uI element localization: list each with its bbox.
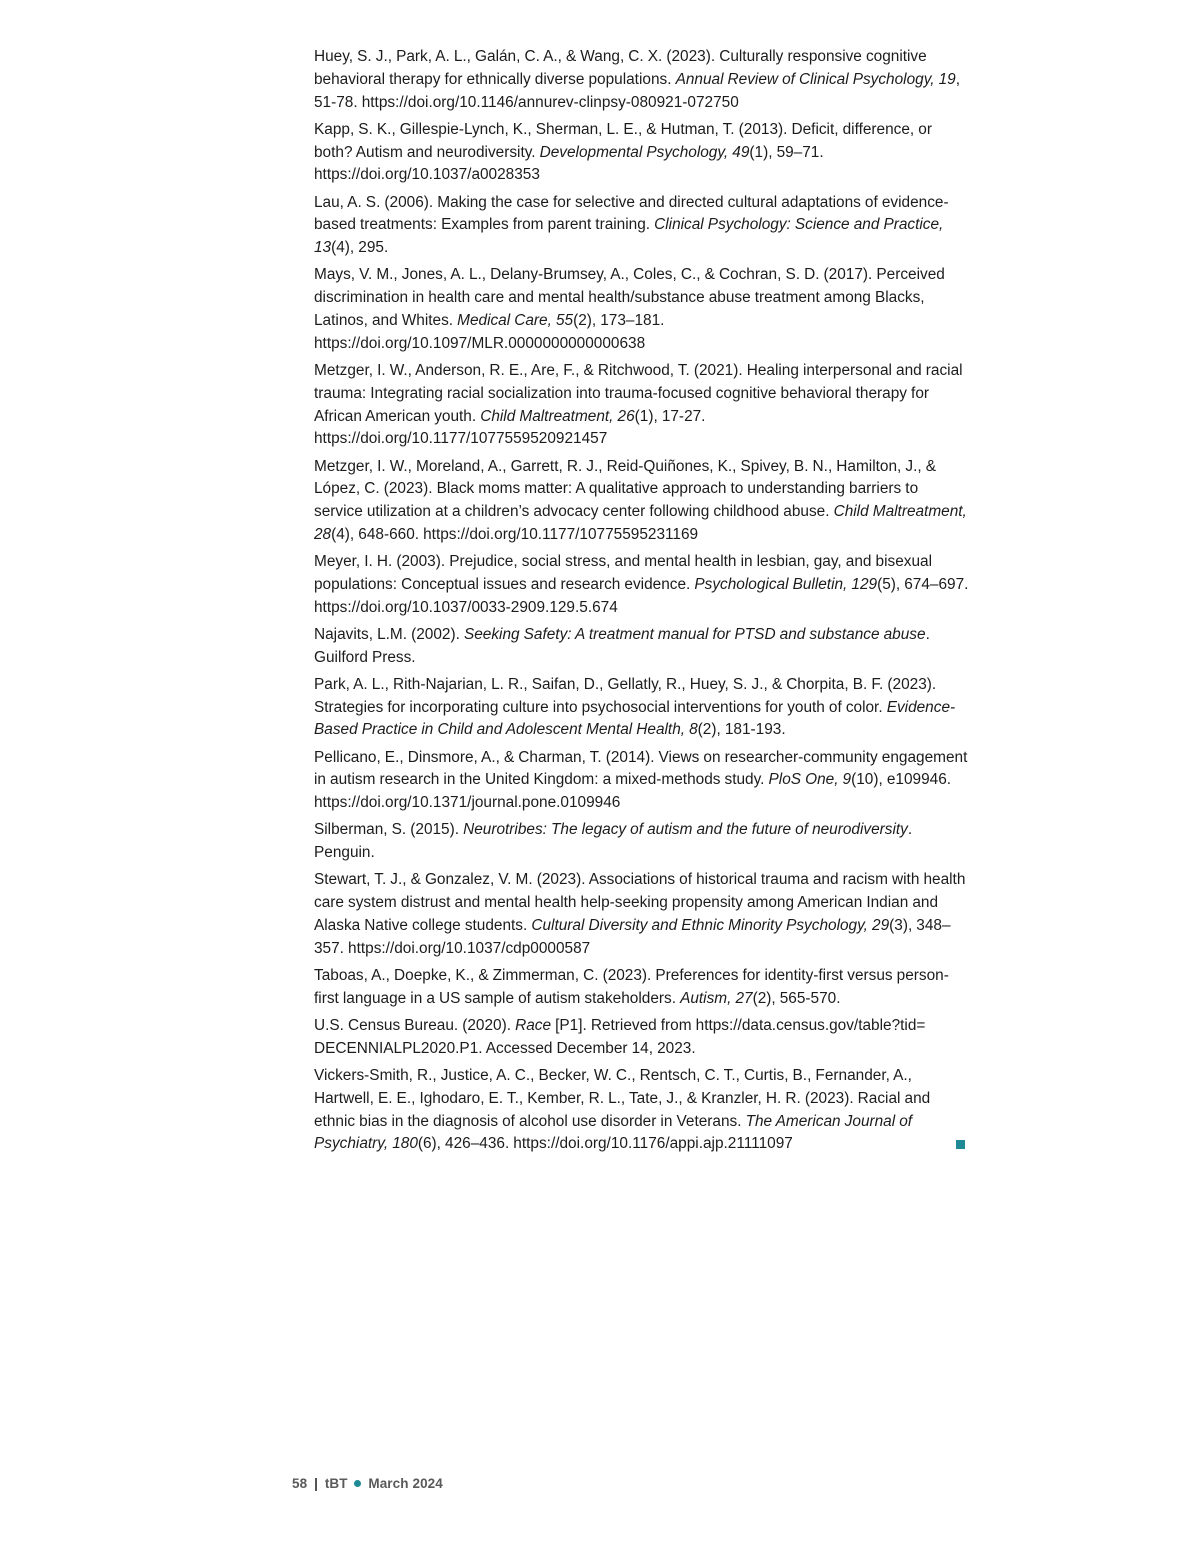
reference-source-title: Child Maltreatment, 28 bbox=[314, 503, 967, 543]
bullet-dot-icon bbox=[354, 1480, 361, 1487]
page-number: 58 bbox=[292, 1476, 308, 1491]
reference-source-title: Clinical Psychology: Science and Practice, 13 bbox=[314, 216, 944, 257]
reference-text: Kapp, S. K., Gillespie-Lynch, K., Sherman, L. E., & Hutman, T. (2013). Deficit, difference, or both? Autism and neurodiversity. bbox=[314, 120, 932, 161]
reference-entry bbox=[314, 1065, 970, 1156]
reference-text: Huey, S. J., Park, A. L., Galán, C. A., & Wang, C. X. (2023). Culturally responsive cognitive behavioral therapy for ethnically diverse populations. bbox=[314, 48, 927, 88]
footer-separator: | bbox=[314, 1476, 318, 1491]
reference-source-title: Seeking Safety: A treatment manual for PTSD and substance abuse bbox=[463, 625, 926, 643]
reference-text: Mays, V. M., Jones, A. L., Delany-Brumsey, A., Coles, C., & Cochran, S. D. (2017). Perceived discrimination in health care and mental health/substance abuse treatment among Blacks, Latinos, and Whites. bbox=[314, 266, 945, 329]
reference-text: (2), 181-193. bbox=[697, 721, 786, 739]
reference-text: Vickers-Smith, R., Justice, A. C., Becker, W. C., Rentsch, C. T., Curtis, B., Fernander, A., Hartwell, E. E., Ighodaro, E. T., Kember, R. L., Tate, J., & Kranzler, H. R. (2023). Racial and ethnic bias in the diagnosis of alcohol use disorder in Veterans. bbox=[314, 1066, 931, 1130]
reference-source-title: Autism, 27 bbox=[680, 989, 753, 1007]
reference-entry bbox=[314, 624, 970, 670]
page-footer bbox=[292, 1476, 443, 1491]
reference-source-title: Annual Review of Clinical Psychology, 19 bbox=[675, 70, 956, 88]
reference-entry bbox=[314, 747, 970, 815]
reference-entry bbox=[314, 264, 970, 355]
reference-source-title: Evidence-Based Practice in Child and Adolescent Mental Health, 8 bbox=[314, 698, 956, 739]
reference-text: (2), 173–181. https://doi.org/10.1097/MLR.0000000000000638 bbox=[314, 311, 665, 352]
reference-entry bbox=[314, 965, 970, 1011]
reference-text: (2), 565-570. bbox=[752, 989, 841, 1007]
end-of-article-square-icon bbox=[956, 1140, 965, 1149]
reference-entry bbox=[314, 46, 970, 114]
reference-entry bbox=[314, 819, 970, 865]
reference-source-title: Child Maltreatment, 26 bbox=[480, 407, 635, 425]
reference-source-title: Developmental Psychology, 49 bbox=[539, 143, 750, 161]
reference-text: (4), 648-660. https://doi.org/10.1177/10775595231169 bbox=[331, 525, 699, 543]
reference-entry bbox=[314, 456, 970, 547]
publication-name: tBT bbox=[324, 1476, 348, 1491]
reference-text: . Guilford Press. bbox=[314, 625, 930, 666]
reference-text: Pellicano, E., Dinsmore, A., & Charman, T. (2014). Views on researcher-community engagement in autism research in the United Kingdom: a mixed-methods study. bbox=[314, 748, 968, 789]
reference-source-title: Psychological Bulletin, 129 bbox=[694, 575, 878, 593]
reference-list bbox=[314, 46, 970, 1161]
reference-source-title: Medical Care, 55 bbox=[457, 311, 574, 329]
reference-text: . Penguin. bbox=[314, 821, 913, 862]
reference-source-title: Neurotribes: The legacy of autism and the future of neurodiversity bbox=[463, 821, 908, 839]
reference-text: (1), 17-27. https://doi.org/10.1177/1077559520921457 bbox=[314, 407, 706, 448]
reference-entry bbox=[314, 551, 970, 619]
reference-text: Park, A. L., Rith-Najarian, L. R., Saifan, D., Gellatly, R., Huey, S. J., & Chorpita, B. F. (2023). Strategies for incorporating culture into psychosocial interventions for youth of color. bbox=[314, 675, 937, 716]
reference-text: Meyer, I. H. (2003). Prejudice, social stress, and mental health in lesbian, gay, and bisexual populations: Conceptual issues and research evidence. bbox=[314, 553, 932, 593]
reference-source-title: The American Journal of Psychiatry, 180 bbox=[314, 1112, 913, 1153]
reference-source-title: Race bbox=[515, 1016, 552, 1034]
reference-text: (3), 348–357. https://doi.org/10.1037/cdp0000587 bbox=[314, 916, 951, 957]
reference-entry bbox=[314, 360, 970, 451]
reference-entry bbox=[314, 119, 970, 187]
reference-source-title: Cultural Diversity and Ethnic Minority Psychology, 29 bbox=[531, 916, 890, 934]
reference-entry bbox=[314, 192, 970, 260]
reference-text: (4), 295. bbox=[331, 239, 389, 257]
reference-text: Najavits, L.M. (2002). bbox=[314, 625, 464, 643]
reference-text: Metzger, I. W., Moreland, A., Garrett, R. J., Reid-Quiñones, K., Spivey, B. N., Hamilton, J., & López, C. (2023). Black moms matter: A qualitative approach to understanding barriers to service utilization at a children’s advocacy center following childhood abuse. bbox=[314, 457, 936, 521]
reference-source-title: PloS One, 9 bbox=[768, 771, 852, 789]
reference-text: Metzger, I. W., Anderson, R. E., Are, F., & Ritchwood, T. (2021). Healing interpersonal and racial trauma: Integrating racial socialization into trauma-focused cognitive behavioral therapy for African American youth. bbox=[314, 361, 963, 425]
reference-text: (5), 674–697. https://doi.org/10.1037/0033-2909.129.5.674 bbox=[314, 575, 969, 616]
reference-entry bbox=[314, 1015, 970, 1061]
reference-text: Taboas, A., Doepke, K., & Zimmerman, C. (2023). Preferences for identity-first versus person-first language in a US sample of autism stakeholders. bbox=[314, 966, 949, 1007]
reference-text: Stewart, T. J., & Gonzalez, V. M. (2023). Associations of historical trauma and racism with health care system distrust and mental health help-seeking propensity among American Indian and Alaska Native college students. bbox=[314, 871, 966, 934]
reference-text: Silberman, S. (2015). bbox=[314, 821, 464, 839]
issue-date: March 2024 bbox=[368, 1476, 443, 1491]
reference-text: U.S. Census Bureau. (2020). bbox=[314, 1016, 516, 1034]
reference-text: (6), 426–436. https://doi.org/10.1176/appi.ajp.21111097 bbox=[417, 1135, 793, 1153]
reference-text: Lau, A. S. (2006). Making the case for selective and directed cultural adaptations of evidence-based treatments: Examples from parent training. bbox=[314, 193, 949, 234]
reference-text: (10), e109946. https://doi.org/10.1371/journal.pone.0109946 bbox=[314, 771, 952, 812]
reference-text: [P1]. Retrieved from https://data.census.gov/table?tid= DECENNIALPL2020.P1. Accessed December 14, 2023. bbox=[314, 1016, 926, 1057]
reference-entry bbox=[314, 674, 970, 742]
reference-text: , 51-78. https://doi.org/10.1146/annurev-clinpsy-080921-072750 bbox=[314, 70, 961, 111]
reference-text: (1), 59–71. https://doi.org/10.1037/a0028353 bbox=[314, 143, 824, 184]
reference-entry bbox=[314, 869, 970, 960]
